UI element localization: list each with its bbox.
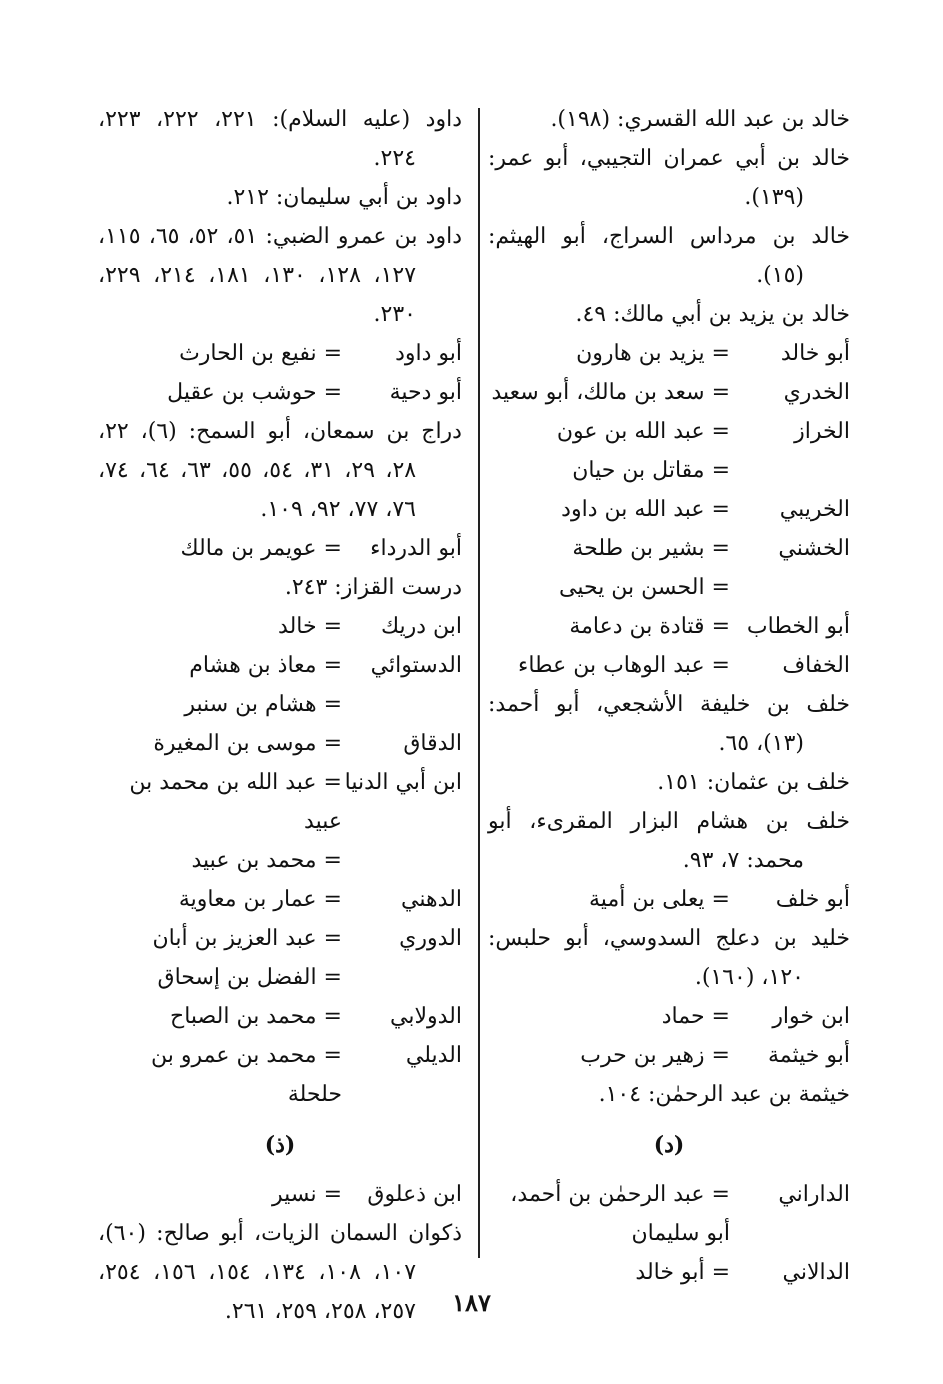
index-entry: درست القزاز: ٢٤٣. xyxy=(284,575,462,600)
cross-reference-target: = عمار بن معاوية xyxy=(178,887,342,912)
cross-reference xyxy=(98,763,462,841)
cross-reference-target: = سعد بن مالك، أبو سعيد xyxy=(491,380,730,405)
cross-reference xyxy=(98,724,462,763)
cross-reference-target: = زهير بن حرب xyxy=(580,1043,730,1068)
cross-reference xyxy=(488,880,850,919)
cross-reference-key: ابن خوار xyxy=(772,1004,850,1029)
cross-reference-target: = حوشب بن عقيل xyxy=(167,380,342,405)
cross-reference-target: = خالد xyxy=(278,614,342,639)
cross-reference xyxy=(488,373,850,412)
cross-reference-target: = بشير بن طلحة xyxy=(572,536,730,561)
index-entry: خلف بن هشام البزار المقرىء، أبو محمد: ٧، ٩٣. xyxy=(488,809,850,873)
cross-reference-key: الخدري xyxy=(783,380,850,405)
cross-reference-target: = الفضل بن إسحاق xyxy=(157,965,342,990)
cross-reference-target: = يزيد بن هارون xyxy=(576,341,730,366)
cross-reference-target: = قتادة بن دعامة xyxy=(569,614,730,639)
cross-reference xyxy=(98,334,462,373)
page-number: ١٨٧ xyxy=(452,1288,491,1317)
cross-reference-target: = الحسن بن يحيى xyxy=(559,575,730,600)
index-entry: ذكوان السمان الزيات، أبو صالح: (٦٠)، ١٠٧، ١٠٨، ١٣٤، ١٥٤، ١٥٦، ٢٥٤، ٢٥٧، ٢٥٨، ٢٥٩، ٢٦١. xyxy=(98,1221,462,1324)
cross-reference-target: = محمد بن الصباح xyxy=(170,1004,342,1029)
cross-reference-key: أبو خلف xyxy=(775,887,850,912)
index-entry: داود (عليه السلام): ٢٢١، ٢٢٢، ٢٢٣، ٢٢٤. xyxy=(98,107,462,171)
cross-reference-target: = نفيع بن الحارث xyxy=(179,341,342,366)
cross-reference-target: = أبو خالد xyxy=(635,1260,730,1285)
cross-reference xyxy=(488,451,850,490)
right-column xyxy=(488,100,850,1292)
index-entry: خيثمة بن عبد الرحمٰن: ١٠٤. xyxy=(598,1082,850,1107)
section-letter-heading: (د) xyxy=(653,1132,685,1158)
cross-reference-target: = مقاتل بن حيان xyxy=(572,458,730,483)
cross-reference-target: = عبد الرحمٰن بن أحمد، أبو سليمان xyxy=(510,1182,730,1246)
section-letter-heading: (ذ) xyxy=(264,1132,296,1158)
cross-reference-key: أبو داود xyxy=(395,341,462,366)
cross-reference-key: الخشني xyxy=(778,536,850,561)
cross-reference xyxy=(488,412,850,451)
cross-reference-target: = محمد بن عمرو بن حلحلة xyxy=(150,1043,342,1107)
cross-reference-key: ابن دريك xyxy=(380,614,462,639)
cross-reference-key: الدالاني xyxy=(782,1260,850,1285)
cross-reference-key: أبو الدرداء xyxy=(370,536,462,561)
cross-reference-target: = يعلى بن أمية xyxy=(589,887,730,912)
cross-reference-target: = عبد العزيز بن أبان xyxy=(152,926,342,951)
cross-reference xyxy=(98,997,462,1036)
cross-reference xyxy=(98,685,462,724)
cross-reference xyxy=(98,880,462,919)
index-entry: خلف بن عثمان: ١٥١. xyxy=(657,770,850,795)
cross-reference xyxy=(488,490,850,529)
index-entry: خليد بن دعلج السدوسي، أبو حلبس: ١٢٠، (١٦٠). xyxy=(488,926,850,990)
cross-reference xyxy=(98,373,462,412)
cross-reference xyxy=(98,958,462,997)
cross-reference xyxy=(488,646,850,685)
column-divider xyxy=(478,108,480,1258)
cross-reference xyxy=(488,1036,850,1075)
cross-reference-target: = موسى بن المغيرة xyxy=(153,731,342,756)
cross-reference-key: الدهني xyxy=(401,887,462,912)
cross-reference xyxy=(98,529,462,568)
cross-reference xyxy=(98,1175,462,1214)
cross-reference-target: = معاذ بن هشام xyxy=(189,653,342,678)
cross-reference-target: = عبد الله بن عون xyxy=(556,419,730,444)
cross-reference-key: الديلي xyxy=(405,1043,462,1068)
cross-reference-key: الدولابي xyxy=(390,1004,462,1029)
cross-reference-target: = محمد بن عبيد xyxy=(191,848,342,873)
cross-reference-key: أبو دحية xyxy=(389,380,462,405)
cross-reference-key: الدقاق xyxy=(403,731,462,756)
cross-reference-target: = نسير xyxy=(272,1182,342,1207)
cross-reference-key: الدوري xyxy=(399,926,462,951)
index-entry: خالد بن يزيد بن أبي مالك: ٤٩. xyxy=(575,302,850,327)
cross-reference-key: الدستوائي xyxy=(370,653,462,678)
cross-reference xyxy=(98,1036,462,1114)
cross-reference xyxy=(98,919,462,958)
cross-reference-target: = عبد الله بن داود xyxy=(561,497,730,522)
cross-reference-target: = عبد الله بن محمد بن عبيد xyxy=(129,770,342,834)
cross-reference-key: ابن أبي الدنيا xyxy=(344,770,462,795)
cross-reference-target: = هشام بن سنبر xyxy=(184,692,342,717)
cross-reference xyxy=(488,1175,850,1253)
cross-reference-key: ابن ذعلوق xyxy=(367,1182,462,1207)
cross-reference xyxy=(488,568,850,607)
cross-reference-target: = عبد الوهاب بن عطاء xyxy=(517,653,730,678)
cross-reference xyxy=(488,529,850,568)
cross-reference xyxy=(488,607,850,646)
index-entry: داود بن عمرو الضبي: ٥١، ٥٢، ٦٥، ١١٥، ١٢٧، ١٢٨، ١٣٠، ١٨١، ٢١٤، ٢٢٩، ٢٣٠. xyxy=(98,224,463,327)
cross-reference-key: أبو الخطاب xyxy=(746,614,850,639)
index-entry: خالد بن أبي عمران التجيبي، أبو عمر: (١٣٩). xyxy=(488,146,850,210)
index-entry: خالد بن مرداس السراج، أبو الهيثم: (١٥). xyxy=(488,224,850,288)
cross-reference xyxy=(98,646,462,685)
cross-reference-key: أبو خالد xyxy=(780,341,850,366)
index-entry: خالد بن عبد الله القسري: (١٩٨). xyxy=(550,107,850,132)
cross-reference-target: = حماد xyxy=(661,1004,730,1029)
index-entry: دراج بن سمعان، أبو السمح: (٦)، ٢٢، ٢٨، ٢٩، ٣١، ٥٤، ٥٥، ٦٣، ٦٤، ٧٤، ٧٦، ٧٧، ٩٢، ١٠٩. xyxy=(98,419,462,522)
cross-reference xyxy=(488,1253,850,1292)
cross-reference xyxy=(98,841,462,880)
cross-reference-key: الخفاف xyxy=(782,653,850,678)
cross-reference xyxy=(98,607,462,646)
cross-reference-target: = عويمر بن مالك xyxy=(180,536,342,561)
index-entry: خلف بن خليفة الأشجعي، أبو أحمد: (١٣)، ٦٥. xyxy=(488,692,850,756)
cross-reference-key: أبو خيثمة xyxy=(768,1043,850,1068)
cross-reference-key: الخريبي xyxy=(779,497,850,522)
cross-reference-key: الخراز xyxy=(794,419,850,444)
index-entry: داود بن أبي سليمان: ٢١٢. xyxy=(226,185,462,210)
cross-reference-key: الداراني xyxy=(778,1182,850,1207)
left-column xyxy=(98,100,462,1331)
cross-reference xyxy=(488,997,850,1036)
cross-reference xyxy=(488,334,850,373)
